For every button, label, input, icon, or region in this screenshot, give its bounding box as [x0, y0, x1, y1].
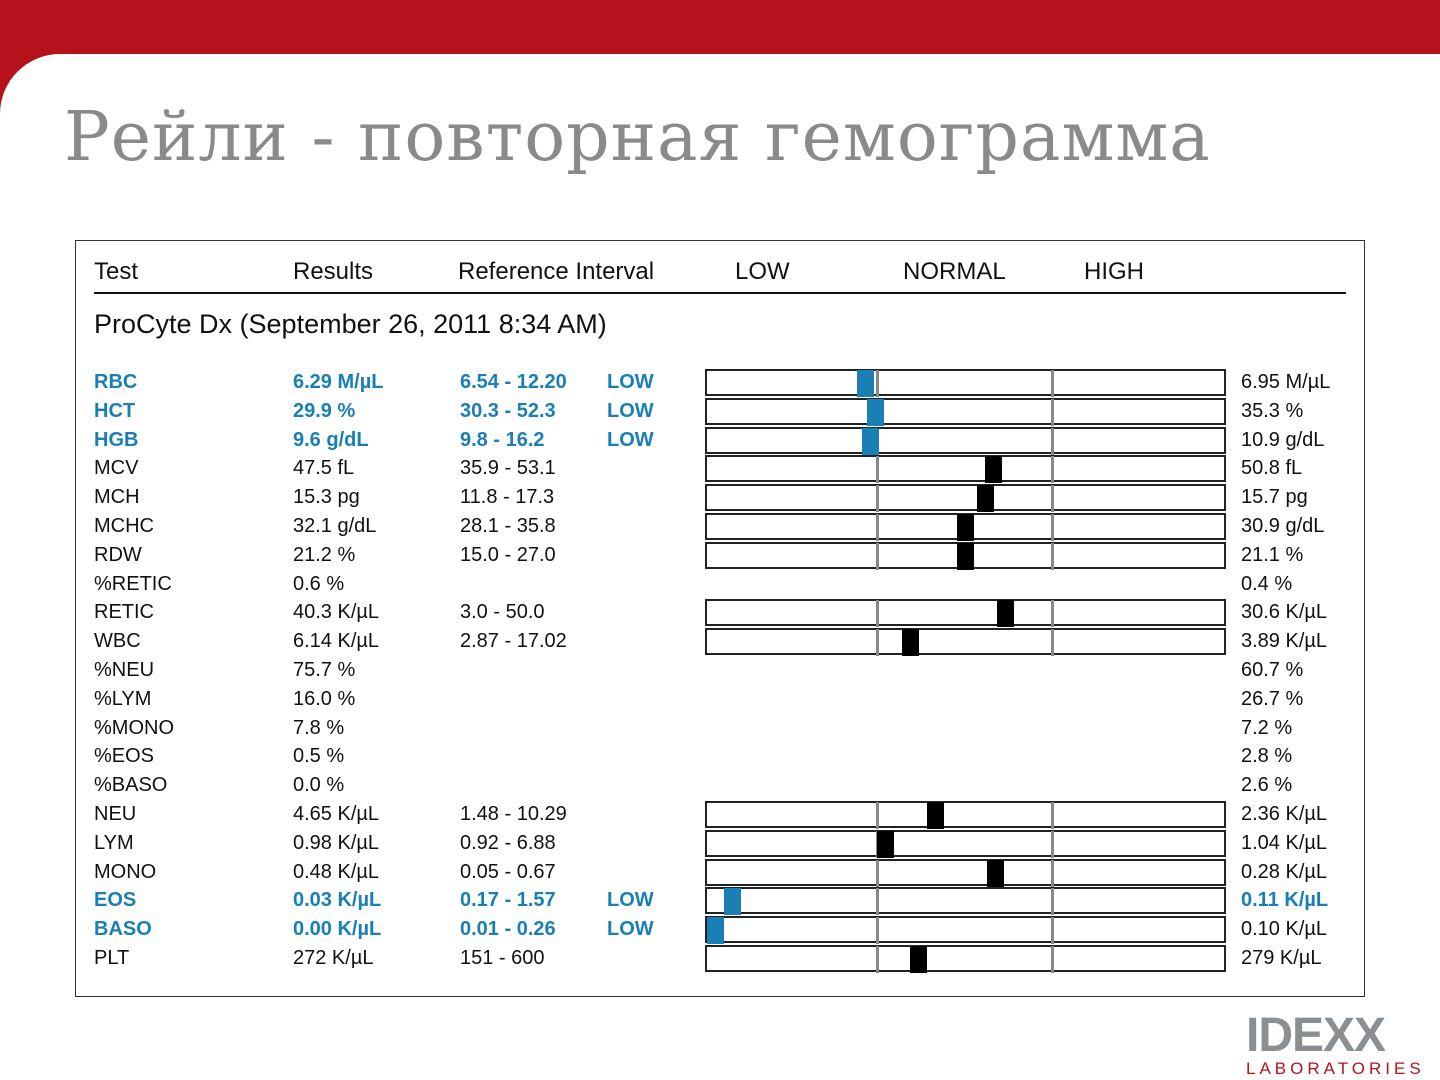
reference-interval: 35.9 - 53.1	[460, 457, 556, 480]
previous-result: 50.8 fL	[1241, 457, 1303, 480]
flag-label: LOW	[607, 889, 654, 912]
gauge-divider	[876, 802, 879, 829]
range-gauge	[705, 628, 1226, 655]
gauge-divider	[876, 629, 879, 656]
reference-interval: 15.0 - 27.0	[460, 543, 556, 566]
table-row	[0, 368, 1440, 397]
previous-result: 0.11 K/µL	[1241, 889, 1329, 912]
previous-result: 0.4 %	[1241, 572, 1293, 595]
range-gauge	[705, 484, 1226, 511]
table-row	[0, 397, 1440, 426]
table-row	[0, 800, 1440, 829]
header-normal: NORMAL	[903, 258, 1006, 285]
range-gauge	[705, 542, 1226, 569]
reference-interval: 151 - 600	[460, 947, 545, 969]
header-low: LOW	[735, 258, 790, 285]
gauge-divider	[1051, 543, 1054, 570]
result-value: 47.5 fL	[293, 457, 355, 480]
test-name: %MONO	[94, 716, 174, 739]
result-value: 0.5 %	[293, 745, 345, 768]
gauge-divider	[1051, 917, 1054, 944]
previous-result: 2.6 %	[1241, 774, 1293, 797]
reference-interval: 9.8 - 16.2	[460, 428, 545, 451]
result-value: 6.14 K/µL	[293, 630, 380, 653]
gauge-divider	[1051, 802, 1054, 829]
test-name: NEU	[94, 803, 137, 825]
result-value: 0.03 K/µL	[293, 889, 382, 912]
test-name: LYM	[94, 831, 134, 854]
previous-result: 2.8 %	[1241, 745, 1293, 768]
range-gauge	[705, 455, 1226, 482]
gauge-divider	[1051, 629, 1054, 656]
reference-interval: 0.92 - 6.88	[460, 831, 556, 854]
result-value: 40.3 K/µL	[293, 601, 380, 624]
table-row	[0, 858, 1440, 887]
test-name: MCV	[94, 457, 139, 480]
table-row	[0, 627, 1440, 656]
gauge-marker	[862, 428, 879, 455]
result-value: 0.00 K/µL	[293, 918, 382, 941]
previous-result: 26.7 %	[1241, 687, 1304, 710]
range-gauge	[705, 513, 1226, 540]
slide-title: Рейли - повторная гемограмма	[64, 98, 1211, 177]
gauge-marker	[957, 543, 974, 570]
reference-interval: 28.1 - 35.8	[460, 515, 556, 537]
range-gauge	[705, 398, 1226, 425]
reference-interval: 6.54 - 12.20	[460, 371, 567, 393]
logo-tagline: LABORATORIES	[1246, 1059, 1425, 1078]
previous-result: 15.7 pg	[1241, 486, 1308, 509]
test-name: PLT	[94, 947, 130, 969]
table-row	[0, 656, 1440, 685]
reference-interval: 2.87 - 17.02	[460, 630, 567, 653]
previous-result: 279 K/µL	[1241, 947, 1322, 969]
gauge-divider	[1051, 860, 1054, 887]
flag-label: LOW	[607, 399, 654, 422]
range-gauge	[705, 859, 1226, 886]
previous-result: 10.9 g/dL	[1241, 428, 1325, 451]
gauge-divider	[876, 888, 879, 915]
result-value: 0.48 K/µL	[293, 860, 380, 883]
result-value: 16.0 %	[293, 687, 356, 710]
gauge-divider	[876, 456, 879, 483]
test-name: HGB	[94, 428, 139, 451]
table-row	[0, 570, 1440, 599]
range-gauge	[705, 945, 1226, 972]
range-gauge	[705, 599, 1226, 626]
range-gauge	[705, 801, 1226, 828]
gauge-divider	[1051, 370, 1054, 397]
gauge-divider	[1051, 399, 1054, 426]
test-name: RBC	[94, 371, 138, 393]
previous-result: 6.95 M/µL	[1241, 371, 1331, 393]
previous-result: 30.9 g/dL	[1241, 515, 1325, 537]
table-row	[0, 886, 1440, 915]
flag-label: LOW	[607, 918, 654, 941]
gauge-divider	[876, 370, 879, 397]
result-value: 272 K/µL	[293, 947, 374, 969]
flag-label: LOW	[607, 428, 654, 451]
previous-result: 2.36 K/µL	[1241, 803, 1328, 825]
table-row	[0, 944, 1440, 973]
previous-result: 30.6 K/µL	[1241, 601, 1328, 624]
gauge-divider	[1051, 514, 1054, 541]
test-name: MCH	[94, 486, 140, 509]
flag-label: LOW	[607, 371, 654, 393]
gauge-marker	[707, 917, 724, 944]
gauge-divider	[1051, 831, 1054, 858]
gauge-marker	[957, 514, 974, 541]
table-row	[0, 483, 1440, 512]
test-name: %NEU	[94, 659, 155, 681]
gauge-marker	[724, 888, 741, 915]
idexx-logo	[1246, 1009, 1436, 1078]
test-name: %LYM	[94, 687, 152, 710]
table-row	[0, 512, 1440, 541]
reference-interval: 3.0 - 50.0	[460, 601, 545, 624]
header-rule	[94, 292, 1346, 294]
previous-result: 7.2 %	[1241, 716, 1293, 739]
result-value: 15.3 pg	[293, 486, 360, 509]
header-high: HIGH	[1084, 258, 1144, 285]
gauge-divider	[876, 543, 879, 570]
test-name: RETIC	[94, 601, 154, 624]
test-name: %EOS	[94, 745, 155, 768]
gauge-marker	[902, 629, 919, 656]
test-name: MONO	[94, 860, 157, 883]
header-results: Results	[293, 258, 374, 285]
gauge-divider	[1051, 600, 1054, 627]
gauge-divider	[876, 514, 879, 541]
reference-interval: 0.01 - 0.26	[460, 918, 556, 941]
header-reference: Reference Interval	[458, 258, 655, 285]
result-value: 7.8 %	[293, 716, 345, 739]
previous-result: 1.04 K/µL	[1241, 831, 1328, 854]
header-test: Test	[94, 258, 139, 285]
gauge-marker	[877, 831, 894, 858]
table-row	[0, 454, 1440, 483]
test-name: MCHC	[94, 515, 154, 537]
result-value: 0.0 %	[293, 774, 345, 797]
gauge-divider	[1051, 456, 1054, 483]
gauge-marker	[927, 802, 944, 829]
table-row	[0, 714, 1440, 743]
gauge-marker	[910, 946, 927, 973]
result-value: 0.98 K/µL	[293, 831, 380, 854]
result-value: 29.9 %	[293, 399, 356, 422]
reference-interval: 0.05 - 0.67	[460, 860, 556, 883]
range-gauge	[705, 887, 1226, 914]
test-name: RDW	[94, 543, 142, 566]
result-value: 21.2 %	[293, 543, 356, 566]
gauge-divider	[1051, 485, 1054, 512]
table-row	[0, 541, 1440, 570]
gauge-marker	[985, 456, 1002, 483]
previous-result: 0.10 K/µL	[1241, 918, 1328, 941]
test-name: HCT	[94, 399, 136, 422]
table-row	[0, 771, 1440, 800]
reference-interval: 30.3 - 52.3	[460, 399, 556, 422]
report-subtitle: ProCyte Dx (September 26, 2011 8:34 AM)	[94, 309, 607, 339]
table-row	[0, 742, 1440, 771]
previous-result: 21.1 %	[1241, 543, 1304, 566]
gauge-divider	[876, 860, 879, 887]
gauge-marker	[867, 399, 884, 426]
gauge-divider	[876, 946, 879, 973]
table-row	[0, 426, 1440, 455]
reference-interval: 1.48 - 10.29	[460, 803, 567, 825]
previous-result: 0.28 K/µL	[1241, 860, 1328, 883]
result-value: 0.6 %	[293, 572, 345, 595]
gauge-divider	[876, 485, 879, 512]
reference-interval: 11.8 - 17.3	[460, 486, 555, 509]
gauge-divider	[1051, 888, 1054, 915]
range-gauge	[705, 830, 1226, 857]
previous-result: 60.7 %	[1241, 659, 1304, 681]
table-row	[0, 685, 1440, 714]
range-gauge	[705, 916, 1226, 943]
reference-interval: 0.17 - 1.57	[460, 889, 556, 912]
result-value: 4.65 K/µL	[293, 803, 380, 825]
range-gauge	[705, 427, 1226, 454]
gauge-marker	[997, 600, 1014, 627]
result-value: 32.1 g/dL	[293, 515, 377, 537]
test-name: %BASO	[94, 774, 168, 797]
previous-result: 3.89 K/µL	[1241, 630, 1328, 653]
result-value: 75.7 %	[293, 659, 356, 681]
test-name: EOS	[94, 889, 137, 912]
logo-wordmark: IDEXX	[1246, 1009, 1386, 1062]
result-value: 6.29 M/µL	[293, 371, 384, 393]
range-gauge	[705, 369, 1226, 396]
result-value: 9.6 g/dL	[293, 428, 369, 451]
gauge-divider	[1051, 946, 1054, 973]
gauge-marker	[857, 370, 874, 397]
previous-result: 35.3 %	[1241, 399, 1304, 422]
test-name: %RETIC	[94, 572, 172, 595]
gauge-divider	[876, 917, 879, 944]
test-name: BASO	[94, 918, 152, 941]
gauge-divider	[1051, 428, 1054, 455]
gauge-marker	[987, 860, 1004, 887]
gauge-divider	[876, 600, 879, 627]
table-row	[0, 598, 1440, 627]
top-banner	[0, 0, 1440, 54]
gauge-marker	[977, 485, 994, 512]
table-row	[0, 915, 1440, 944]
test-name: WBC	[94, 630, 141, 653]
table-row	[0, 829, 1440, 858]
